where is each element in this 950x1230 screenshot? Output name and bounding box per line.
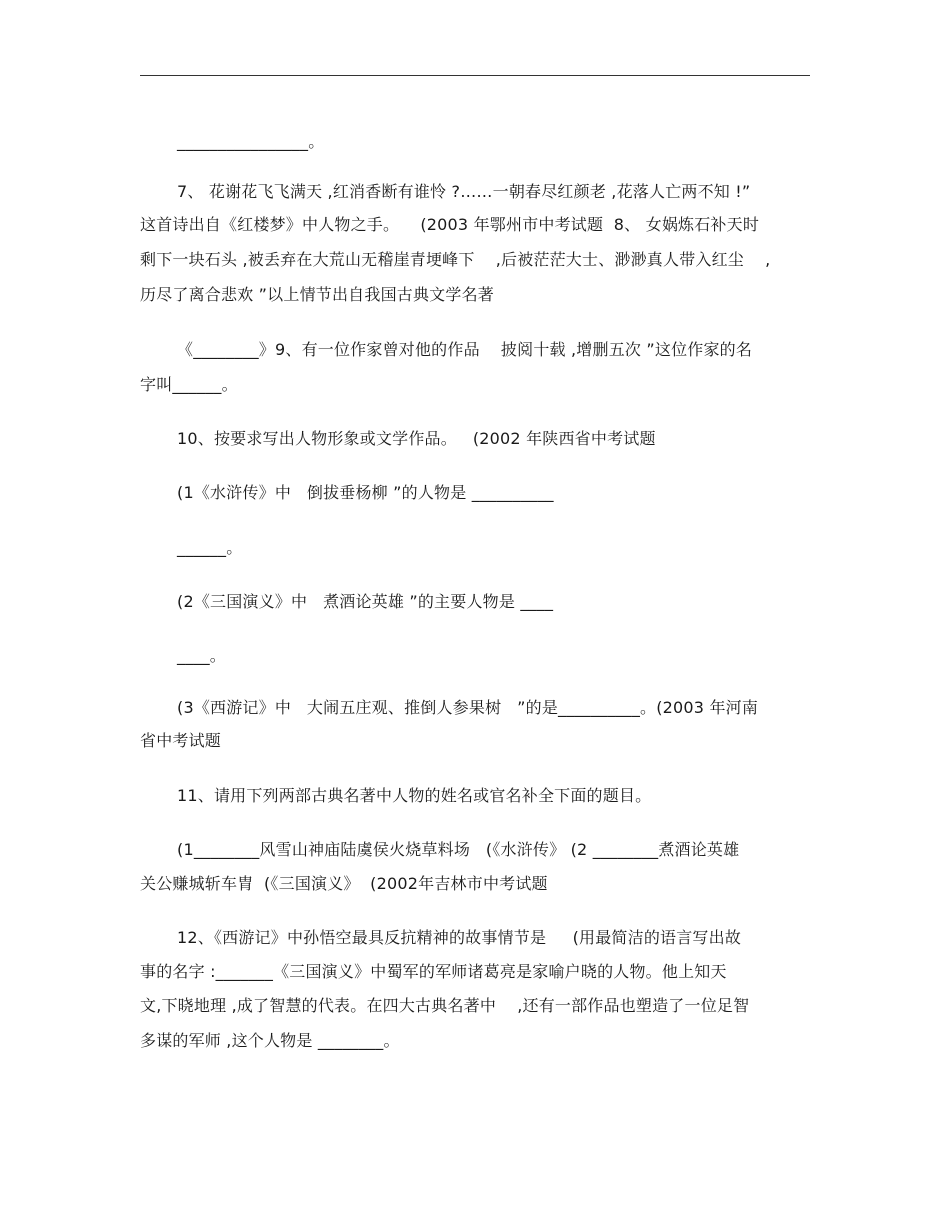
- text-line: 12、《西游记》中孙悟空最具反抗精神的故事情节是 (用最简洁的语言写出故: [177, 928, 742, 947]
- text-line: 历尽了离合悲欢 ”以上情节出自我国古典文学名著: [140, 285, 494, 304]
- text-line: ______。: [177, 538, 243, 557]
- text-line: 关公赚城斩车胄 (《三国演义》 (2002年吉林市中考试题: [140, 874, 548, 893]
- text-line: 10、按要求写出人物形象或文学作品。 (2002 年陕西省中考试题: [177, 429, 656, 448]
- header-rule: [140, 75, 810, 76]
- text-line: 7、 花谢花飞飞满天 ,红消香断有谁怜 ?……一朝春尽红颜老 ,花落人亡两不知 !”: [177, 182, 751, 201]
- text-line: 多谋的军师 ,这个人物是 ________。: [140, 1031, 400, 1050]
- text-line: (2《三国演义》中 煮酒论英雄 ”的主要人物是 ____: [177, 592, 554, 611]
- text-line: 《________》9、有一位作家曾对他的作品 披阅十载 ,增删五次 ”这位作家的名: [177, 340, 753, 359]
- text-line: 这首诗出自《红楼梦》中人物之手。 (2003 年鄂州市中考试题 8、 女娲炼石补天时: [140, 215, 760, 234]
- text-line: 剩下一块石头 ,被丢弃在大荒山无稽崖青埂峰下 ,后被茫茫大士、渺渺真人带入红尘 ,: [140, 250, 771, 269]
- text-line: (1《水浒传》中 倒拔垂杨柳 ”的人物是 __________: [177, 483, 554, 502]
- text-line: (1________风雪山神庙陆虞侯火烧草料场 (《水浒传》 (2 ________煮酒论英雄: [177, 840, 740, 859]
- text-line: 文,下晓地理 ,成了智慧的代表。在四大古典名著中 ,还有一部作品也塑造了一位足智: [140, 996, 750, 1015]
- text-line: 11、请用下列两部古典名著中人物的姓名或官名补全下面的题目。: [177, 786, 652, 805]
- text-line: 省中考试题: [140, 731, 222, 750]
- text-line: ____。: [177, 646, 227, 665]
- text-line: 字叫______。: [140, 375, 238, 394]
- text-line: (3《西游记》中 大闹五庄观、推倒人参果树 ”的是__________。(2003 年河南: [177, 698, 759, 717]
- text-line: 事的名字 :_______《三国演义》中蜀军的军师诸葛亮是家喻户晓的人物。他上知天: [140, 962, 727, 981]
- text-line: ________________。: [177, 132, 325, 151]
